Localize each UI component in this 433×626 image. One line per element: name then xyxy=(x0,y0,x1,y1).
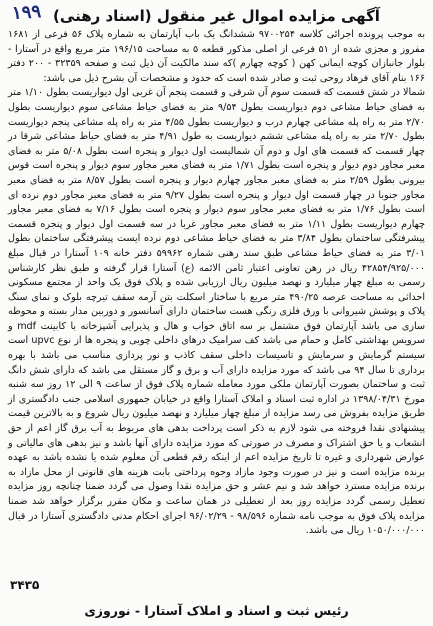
notice-paragraph-details: شمالا در شش قسمت که قسمت سوم آن شرقی و قسمت پنجم آن غربی اول دیواریست بطول ۱/۱۰ متر به فضای حیاط مشاعی دوم دیواریست بطول ۹/۵۴ متر به فضای حیاط مشاعی سوم دیواریست بطول ۲/۷۰ متر به راه پله مشاعی چهارم درب و دیواریست بطول ۴/۵۵ متر به راه پله مشاعی پنجم دیواریست بطول ۲/۷۰ متر به راه پله مشاعی ششم دیواریست به طول ۴/۹۱ متر به فضای حیاط مشاعی شرقا در چهار قسمت که قسمت های اول و دوم آن شمالیست اول دیوار و پنجره است بطول ۵/۰۸ متر به فضای معبر مجاور دوم دیوار و پنجره است بطول ۱/۷۱ متر به فضای معبر مجاور سوم دیوار و پنجره است قوس بیرونی بطول ۲/۵۹ متر به فضای معبر مجاور چهارم دیوار و پنجره است بطول ۸/۵۷ متر به فضای معبر مجاور جنوبا در چهار قسمت اول دیوار و پنجره است بطول ۹/۲۷ متر به فضای معبر مجاور دوم نرده ای است بطول ۱/۷۶ متر به فضای معبر مجاور سوم دیوار و پنجره است بطول ۷/۱۶ به فضای معبر مجاور چهارم دیواریست بطول ۱/۱۱ متر به فضای معبر مجاور غربا در سه قسمت اول دیوار و پنجره قسمت پیشرفتگی ساختمان بطول ۳/۸۴ متر به فضای حیاط مشاعی دوم نرده ایست پیشرفتگی ساختمان بطول ۳/۰۱ متر به فضای حیاط مشاعی طبق سند رهنی شماره ۵۹۹۶۲ دفتر خانه ۱۰۹ آستارا در قبال مبلغ ۴۲۸۵۴/۹۲۵/۰۰۰ ریال در رهن تعاونی اعتبار ثامن الائمه (ع) آستارا قرار گرفته و طبق نظر کارشناس رسمی به مبلغ چهار میلیارد و نهصد میلیون ریال ارزیابی شده و پلاک فوق یک واحد از مجتمع مسکونی احداثی به مساحت عرصه ۴۹۰/۲۵ متر مربع با ساختار اسکلت بتن آرمه سقف تیرچه بلوک و نمای سنگ پلاک و پوشش شیروانی با ورق فلزی رنگی هست ساختمان دارای آسانسور و دوربین مدار بسته و محوطه سازی می باشد آپارتمان فوق مشتمل بر سه اتاق خواب و هال و پذیرایی آشپزخانه با کابینت mdf و سرویس بهداشتی کامل و حمام می باشد کف سرامیک درهای داخلی چوبی و پنجره ها از نوع upvc است سیستم گرمایش و سرمایش و تاسیسات داخلی سقف کاذب و نور پردازی مناسب می باشد با بهره برداری تا سال ۹۴ می باشد که مورد مزایده دارای آب و برق و گاز مستقل می باشد که دارای شش دانگ ثبت و ساختمان بصورت آپارتمان ملکی مورد معامله شماره پلاک فوق از ساعت ۹ الی ۱۲ روز سه شنبه مورخ ۱۳۹۸/۰۴/۳۱ در اداره ثبت اسناد و املاک آستارا واقع در خیابان جمهوری اسلامی جنب دادگستری از طریق مزایده بفروش می رسد مزایده از مبلغ چهار میلیارد و نهصد میلیون ریال شروع و به بالاترین قیمت پیشنهادی نقدا فروخته می شود لازم به ذکر است پرداخت بدهی های مربوط به آب برق گاز اعم از حق انشعاب و یا حق اشتراک و مصرف در صورتی که مورد مزایده دارای آنها باشد و نیز بدهی های مالیاتی و عوارض شهرداری و غیره تا تاریخ مزایده اعم از اینکه رقم قطعی آن معلوم شده یا نشده باشد به عهده برنده مزایده است و نیز در صورت وجود مازاد وجوه پرداختی بابت هزینه های قانونی از محل مازاد به برنده مزایده مسترد خواهد شد و نیم عشر و حق مزایده نقدا وصول می گردد ضمنا چنانچه روز مزایده تعطیل رسمی گردد مزایده روز بعد از تعطیلی در همان ساعت و مکان مقرر برگزار خواهد شد ضمنا مزایده پلاک فوق به موجب نامه شماره ۹۸/۵۹۶ - ۹۶/۰۲/۲۹ اجرای احکام مدنی دادگستری آستارا در قبال ۱۰۵۰/۰۰۰/۰۰۰ ریال می باشد. xyxy=(8,87,426,537)
handwritten-number: ۱۹۹ xyxy=(11,1,42,24)
notice-body xyxy=(8,28,425,539)
reference-number: ۳۴۳۵ xyxy=(10,578,40,592)
notice-title: آگهی مزایده اموال غیر منقول (اسناد رهنی) xyxy=(53,7,380,25)
notice-paragraph-intro: به موجب پرونده اجرائی کلاسه ۹۷۰۰۲۵۴ ششدانگ یک باب آپارتمان به شماره پلاک ۵۶ فرعی از ۱۶۸۱ مفروز و مجزی شده از ۵۱ فرعی از اصلی مذکور قطعه ۵ به مساحت ۱۹۶/۱۵ متر مربع واقع در آستارا - بلوار جانبازان کوچه ایمانی کهن ( کوچه چهارم )که سند مالکیت آن ذیل ثبت و صفحه ۳۲۳۵۹ - ۲۰۰ دفتر ۱۶۶ بنام آقای فرهاد روحی ثبت و صادر شده است که حدود و مشخصات آن بشرح ذیل می باشد: xyxy=(8,29,425,84)
signature-line: رئیس ثبت و اسناد و املاک آستارا - نوروزی xyxy=(84,603,349,618)
